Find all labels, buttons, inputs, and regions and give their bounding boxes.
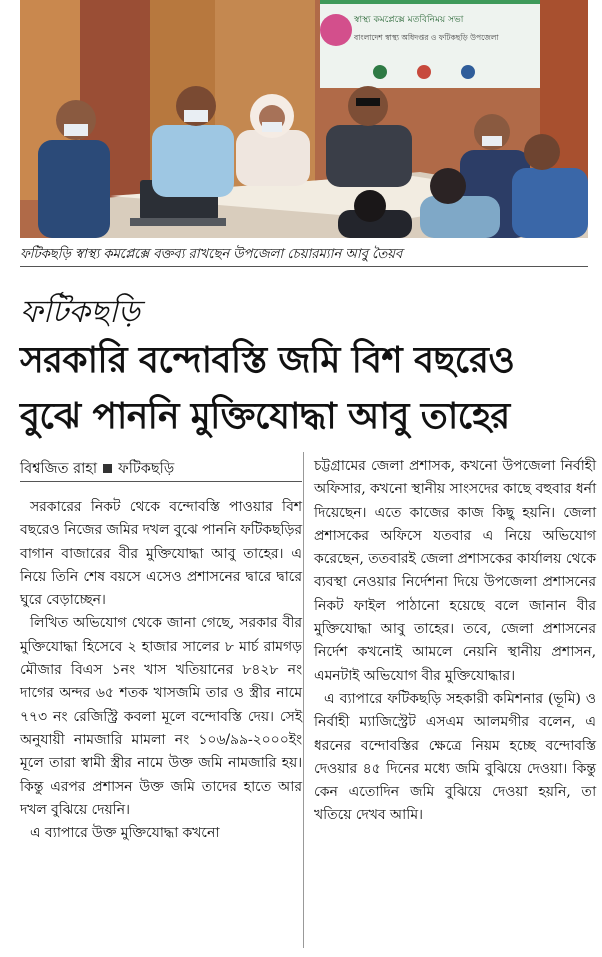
paragraph: এ ব্যাপারে উক্ত মুক্তিযোদ্ধা কখনো [30,825,220,842]
headline-line-1: সরকারি বন্দোবস্তি জমি বিশ বছরেও [20,340,515,381]
byline-author: বিশ্বজিত রাহা [20,461,98,477]
column-divider [303,452,304,948]
paragraph: লিখিত অভিযোগ থেকে জানা গেছে, সরকার বীর মুক্তিযোদ্ধা হিসেবে ২ হাজার সালের ৮ মার্চ রামগড় মৌজার বিএস ১নং খাস খতিয়ানের ৮৪২৮ নং দাগের অন্দর ৬৫ শতক খাসজমি তার ও স্ত্রীর নামে ৭৭৩ নং রেজিস্ট্রি কবলা মূলে বন্দোবস্তি দেয়। সেই অনুযায়ী নামজারি মামলা নং ১০৬/৯৯-২০০০ইং মূলে তারা স্বামী স্ত্রীর নামে উক্ত জমি নামজারি হয়। কিন্তু এরপর প্রশাসন উক্ত জমি তাদের হাতে আর দখল বুঝিয়ে দেয়নি। [20,615,302,818]
byline-place: ফটিকছড়ি [118,461,175,477]
banner-line1: স্বাস্থ্য কমপ্লেক্সে মতবিনিময় সভা [354,15,464,25]
headline-line-2: বুঝে পাননি মুক্তিযোদ্ধা আবু তাহের [20,396,510,437]
meeting-photo-illustration [20,0,588,238]
photo-caption: ফটিকছড়ি স্বাস্থ্য কমপ্লেক্সে বক্তব্য রাখছেন উপজেলা চেয়ারম্যান আবু তৈয়ব [20,247,403,262]
banner-line2: বাংলাদেশ স্বাস্থ্য অধিদপ্তর ও ফটিকছড়ি উপজেলা [354,33,499,42]
caption-rule [20,266,588,267]
byline-separator-icon [103,464,112,473]
byline [20,458,174,482]
paragraph: এ ব্যাপারে ফটিকছড়ি সহকারী কমিশনার (ভূমি) ও নির্বাহী ম্যাজিস্ট্রেট এসএম আলমগীর বলেন, এ ধরনের বন্দোবস্তির ক্ষেত্রে নিয়ম হচ্ছে বন্দোবস্তি দেওয়ার ৪৫ দিনের মধ্যে জমি বুঝিয়ে দেওয়া। কিন্তু কেন এতোদিন জমি বুঝিয়ে দেওয়া হয়নি, তা খতিয়ে দেখব আমি। [314,690,596,824]
paragraph: সরকারের নিকট থেকে বন্দোবস্তি পাওয়ার বিশ বছরেও নিজের জমির দখল বুঝে পাননি ফটিকছড়ির বাগান বাজারের বীর মুক্তিযোদ্ধা আবু তাহের। এ নিয়ে তিনি শেষ বয়সে এসেও প্রশাসনের দ্বারে দ্বারে ঘুরে বেড়াচ্ছেন। [20,499,302,609]
article-column-right [314,455,596,828]
headline [20,333,590,445]
article-column-left [20,496,302,845]
paragraph: চট্টগ্রামের জেলা প্রশাসক, কখনো উপজেলা নির্বাহী অফিসার, কখনো স্থানীয় সাংসদের কাছে বহুবার ধর্না দিয়েছেন। এতে কাজের কাজ কিছু হয়নি। জেলা প্রশাসকের অফিসে যতবার এ নিয়ে অভিযোগ করেছেন, ততবারই জেলা প্রশাসকের কার্যালয় থেকে ব্যবস্থা নেওয়ার নির্দেশনা দিয়ে উপজেলা প্রশাসনের নিকট ফাইল পাঠানো হয়েছে বলে জানান বীর মুক্তিযোদ্ধা আবু তাহের। তবে, জেলা প্রশাসনের নির্দেশ কখনোই আমলে নেয়নি স্থানীয় প্রশাসন, এমনটাই অভিযোগ বীর মুক্তিযোদ্ধার। [314,458,596,684]
byline-rule [20,481,302,482]
section-kicker: ফটিকছড়ি [20,294,140,330]
news-photo [20,0,588,238]
